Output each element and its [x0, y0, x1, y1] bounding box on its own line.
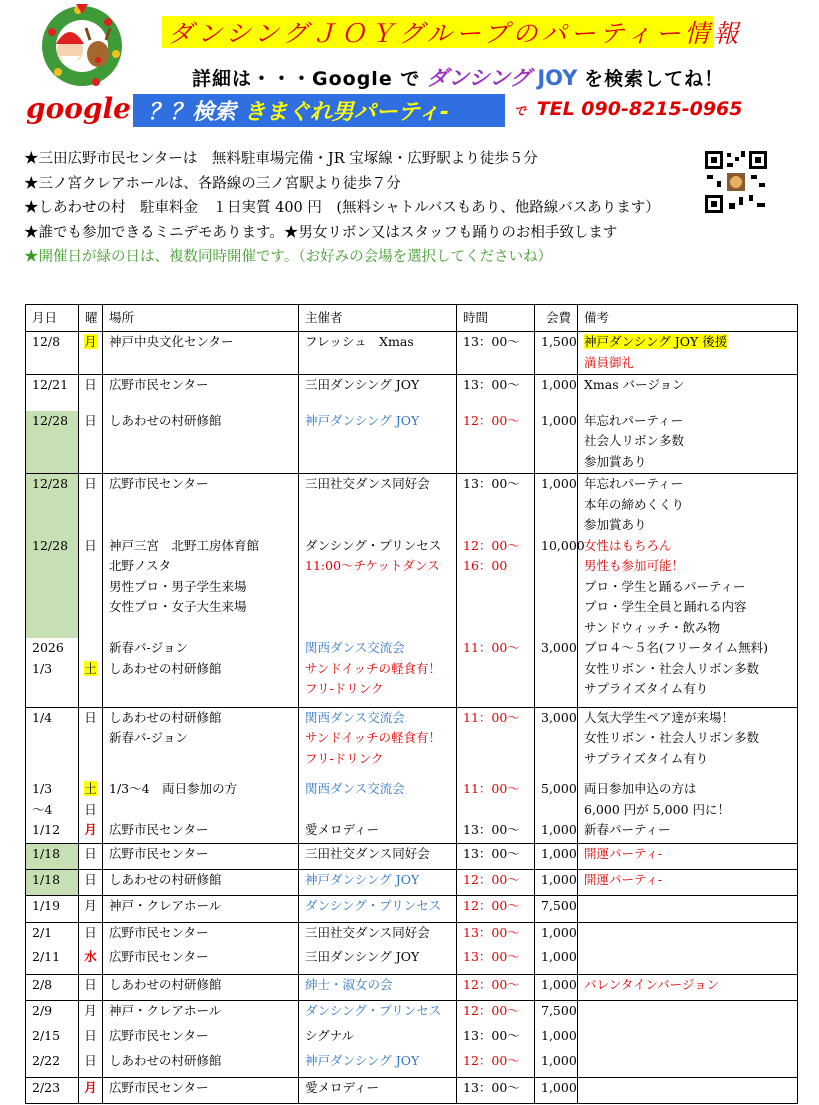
search-instruction — [192, 62, 724, 92]
cell-date: 1/18 — [26, 869, 79, 895]
note-line: ★三ノ宮クレアホールは、各路線の三ノ宮駅より徒歩７分 — [24, 175, 401, 192]
cell-date: 1/3 ～4 — [26, 779, 79, 820]
cell-time: 13：00～ — [457, 332, 535, 375]
note-line: ★開催日が緑の日は、複数同時開催です。（お好みの会場を選択してくださいね） — [24, 249, 553, 265]
cell-time: 13：00～ — [457, 843, 535, 869]
cell-host: 関西ダンス交流会 — [299, 779, 457, 820]
cell-place: 1/3～4 両日参加の方 — [103, 779, 299, 820]
cell-host: 愛メロディー — [299, 1077, 457, 1103]
cell-note: 女性はもちろん 男性も参加可能！ プロ・学生と踊るパーティー プロ・学生全員と踊れる内容 サンドウィッチ・飲み物 — [578, 536, 798, 639]
cell-host: 三田ダンシング JOY — [299, 375, 457, 411]
table-row — [26, 638, 798, 707]
table-row — [26, 922, 798, 947]
col-header-fee: 会費 — [535, 305, 578, 332]
cell-note — [578, 895, 798, 922]
search-suffix: を検索してね！ — [584, 68, 725, 90]
cell-host: 関西ダンス交流会 サンドイッチの軽食有！ フリ-ドリンク — [299, 638, 457, 707]
page-title: ダンシングＪＯＹグループのパーティー情報 — [168, 19, 743, 48]
cell-dow: 日 — [79, 375, 103, 411]
cell-time: 11：00～ — [457, 707, 535, 779]
col-header-host: 主催者 — [299, 305, 457, 332]
cell-place: 広野市民センター — [103, 947, 299, 974]
cell-place: しあわせの村研修館 — [103, 411, 299, 474]
table-row — [26, 536, 798, 639]
cell-time: 13：00～ — [457, 474, 535, 536]
google-label: google — [26, 92, 131, 125]
cell-place: 広野市民センター — [103, 375, 299, 411]
cell-host: 三田社交ダンス同好会 — [299, 843, 457, 869]
cell-host: 紳士・淑女の会 — [299, 974, 457, 1000]
cell-host: シグナル — [299, 1026, 457, 1051]
cell-fee: 1,000 — [535, 974, 578, 1000]
cell-dow: 月 — [79, 820, 103, 843]
cell-host: 神戸ダンシング JOY — [299, 411, 457, 474]
cell-time: 12：00～ 16：00 — [457, 536, 535, 639]
col-header-note: 備考 — [578, 305, 798, 332]
cell-dow: 土 日 — [79, 779, 103, 820]
table-row — [26, 1077, 798, 1103]
cell-time: 12：00～ — [457, 411, 535, 474]
cell-date: 1/12 — [26, 820, 79, 843]
cell-fee: 10,000 — [535, 536, 578, 639]
cell-dow: 土 — [79, 638, 103, 707]
table-row — [26, 974, 798, 1000]
cell-fee: 1,500 — [535, 332, 578, 375]
cell-fee: 1,000 — [535, 1051, 578, 1077]
cell-place: 広野市民センター — [103, 820, 299, 843]
search-keyword-text: きまぐれ男パーティ- — [243, 100, 450, 125]
cell-date: 12/28 — [26, 411, 79, 474]
table-row — [26, 411, 798, 474]
cell-note — [578, 922, 798, 947]
cell-dow: 日 — [79, 1051, 103, 1077]
cell-place: 新春バ-ジョン しあわせの村研修館 — [103, 638, 299, 707]
col-header-date: 月日 — [26, 305, 79, 332]
cell-place: 神戸・クレアホール — [103, 1000, 299, 1026]
table-row — [26, 375, 798, 411]
cell-fee: 1,000 — [535, 1077, 578, 1103]
table-row — [26, 707, 798, 779]
cell-host: ダンシング・プリンセス 11:00～チケットダンス — [299, 536, 457, 639]
telephone — [514, 98, 743, 120]
cell-time: 12：00～ — [457, 974, 535, 1000]
cell-fee: 5,000 — [535, 779, 578, 820]
cell-place: 広野市民センター — [103, 922, 299, 947]
cell-fee: 3,000 — [535, 707, 578, 779]
cell-dow: 日 — [79, 974, 103, 1000]
cell-note: プロ４～５名(フリータイム無料) 女性リボン・社会人リボン多数 サプライズタイム有り — [578, 638, 798, 707]
tel-small: で — [514, 104, 527, 118]
cell-note — [578, 947, 798, 974]
cell-time: 12：00～ — [457, 1051, 535, 1077]
col-header-dow: 曜 — [79, 305, 103, 332]
cell-date: 1/4 — [26, 707, 79, 779]
cell-time: 12：00～ — [457, 895, 535, 922]
cell-time: 13：00～ — [457, 1026, 535, 1051]
cell-note — [578, 1026, 798, 1051]
cell-place: しあわせの村研修館 — [103, 1051, 299, 1077]
cell-place: 広野市民センター — [103, 1077, 299, 1103]
cell-date: 2/22 — [26, 1051, 79, 1077]
cell-fee: 7,500 — [535, 895, 578, 922]
cell-place: 広野市民センター — [103, 1026, 299, 1051]
col-header-time: 時間 — [457, 305, 535, 332]
cell-date: 2/1 — [26, 922, 79, 947]
cell-place: しあわせの村研修館 新春バ-ジョン — [103, 707, 299, 779]
cell-note: 年忘れパーティー 本年の締めくくり 参加賞あり — [578, 474, 798, 536]
table-row — [26, 779, 798, 820]
cell-fee: 1,000 — [535, 820, 578, 843]
notes-list — [24, 147, 660, 270]
cell-host: 三田社交ダンス同好会 — [299, 474, 457, 536]
cell-dow: 日 — [79, 411, 103, 474]
cell-dow: 日 — [79, 922, 103, 947]
cell-place: しあわせの村研修館 — [103, 974, 299, 1000]
cell-host: 神戸ダンシング JOY — [299, 869, 457, 895]
cell-fee: 1,000 — [535, 843, 578, 869]
table-row — [26, 895, 798, 922]
cell-dow: 月 — [79, 1000, 103, 1026]
cell-host: ダンシング・プリンセス — [299, 1000, 457, 1026]
cell-date: 2/8 — [26, 974, 79, 1000]
cell-date: 12/28 — [26, 474, 79, 536]
table-row — [26, 474, 798, 536]
cell-note: バレンタインバージョン — [578, 974, 798, 1000]
cell-dow: 日 — [79, 707, 103, 779]
cell-note: 人気大学生ペア達が来場！ 女性リボン・社会人リボン多数 サプライズタイム有り — [578, 707, 798, 779]
cell-date: 2/23 — [26, 1077, 79, 1103]
cell-note: 開運パーティ- — [578, 843, 798, 869]
cell-dow: 日 — [79, 474, 103, 536]
cell-fee: 1,000 — [535, 869, 578, 895]
cell-place: 広野市民センター — [103, 474, 299, 536]
cell-host: 三田社交ダンス同好会 — [299, 922, 457, 947]
cell-dow: 日 — [79, 1026, 103, 1051]
cell-host: 関西ダンス交流会 サンドイッチの軽食有！ フリ-ドリンク — [299, 707, 457, 779]
table-row — [26, 1000, 798, 1026]
cell-note — [578, 1077, 798, 1103]
table-row — [26, 869, 798, 895]
cell-time: 12：00～ — [457, 869, 535, 895]
cell-dow: 水 — [79, 947, 103, 974]
cell-note: 両日参加申込の方は 6,000 円が 5,000 円に！ — [578, 779, 798, 820]
cell-date: 1/18 — [26, 843, 79, 869]
cell-note — [578, 1000, 798, 1026]
cell-fee: 1,000 — [535, 922, 578, 947]
cell-date: 2/11 — [26, 947, 79, 974]
search-keyword — [148, 95, 449, 126]
cell-host: 愛メロディー — [299, 820, 457, 843]
cell-place: しあわせの村研修館 — [103, 869, 299, 895]
cell-host: ダンシング・プリンセス — [299, 895, 457, 922]
cell-dow: 月 — [79, 1077, 103, 1103]
schedule-table — [25, 304, 798, 1104]
cell-time: 13：00～ — [457, 375, 535, 411]
cell-dow: 日 — [79, 843, 103, 869]
cell-place: 神戸中央文化センター — [103, 332, 299, 375]
cell-time: 11：00～ — [457, 779, 535, 820]
table-row — [26, 820, 798, 843]
note-line: ★しあわせの村 駐車料金 １日実質 400 円 (無料シャトルバスもあり、他路線バスあります） — [24, 200, 660, 216]
cell-date: 12/28 — [26, 536, 79, 639]
cell-note: 開運パーティ- — [578, 869, 798, 895]
cell-date: 12/8 — [26, 332, 79, 375]
cell-dow: 月 — [79, 895, 103, 922]
cell-date: 1/19 — [26, 895, 79, 922]
search-brand-joy: JOY — [537, 66, 578, 90]
cell-date: 2/15 — [26, 1026, 79, 1051]
cell-date: 2/9 — [26, 1000, 79, 1026]
table-row — [26, 332, 798, 375]
cell-time: 13：00～ — [457, 1077, 535, 1103]
cell-host: 三田ダンシング JOY — [299, 947, 457, 974]
search-brand-dancing: ダンシング — [426, 66, 531, 90]
note-line: ★三田広野市民センターは 無料駐車場完備・JR 宝塚線・広野駅より徒歩５分 — [24, 151, 538, 167]
tel-number: TEL 090-8215-0965 — [536, 98, 743, 120]
table-row — [26, 947, 798, 974]
cell-note: 神戸ダンシング JOY 後援 満員御礼 — [578, 332, 798, 375]
cell-place: 神戸三宮 北野工房体育館 北野ノスタ 男性プロ・男子学生来場 女性プロ・女子大生来場 — [103, 536, 299, 639]
cell-fee: 1,000 — [535, 375, 578, 411]
cell-date: 12/21 — [26, 375, 79, 411]
cell-fee: 3,000 — [535, 638, 578, 707]
cell-fee: 1,000 — [535, 947, 578, 974]
cell-fee: 1,000 — [535, 474, 578, 536]
cell-host: フレッシュ Xmas — [299, 332, 457, 375]
col-header-place: 場所 — [103, 305, 299, 332]
cell-time: 11：00～ — [457, 638, 535, 707]
christmas-wreath-icon — [38, 2, 126, 90]
cell-note — [578, 1051, 798, 1077]
cell-time: 12：00～ — [457, 1000, 535, 1026]
cell-note: 年忘れパーティー 社会人リボン多数 参加賞あり — [578, 411, 798, 474]
cell-note: Xmas バージョン — [578, 375, 798, 411]
cell-time: 13：00～ — [457, 820, 535, 843]
table-row — [26, 843, 798, 869]
table-row — [26, 1026, 798, 1051]
cell-dow: 月 — [79, 332, 103, 375]
cell-date: 2026 1/3 — [26, 638, 79, 707]
cell-fee: 1,000 — [535, 1026, 578, 1051]
cell-fee: 1,000 — [535, 411, 578, 474]
cell-dow: 日 — [79, 869, 103, 895]
cell-place: 広野市民センター — [103, 843, 299, 869]
cell-dow: 日 — [79, 536, 103, 639]
cell-place: 神戸・クレアホール — [103, 895, 299, 922]
cell-host: 神戸ダンシング JOY — [299, 1051, 457, 1077]
cell-time: 13：00～ — [457, 947, 535, 974]
table-row — [26, 1051, 798, 1077]
search-keyword-prefix: ？？検索 — [148, 100, 237, 125]
search-prefix: 詳細は・・・Google で — [192, 68, 421, 90]
cell-time: 13：00～ — [457, 922, 535, 947]
note-line: ★誰でも参加できるミニデモあります。★男女リボン又はスタッフも踊りのお相手致します — [24, 224, 618, 241]
cell-fee: 7,500 — [535, 1000, 578, 1026]
qr-code-icon — [703, 149, 769, 215]
table-header-row — [26, 305, 798, 332]
cell-note: 新春パーティー — [578, 820, 798, 843]
